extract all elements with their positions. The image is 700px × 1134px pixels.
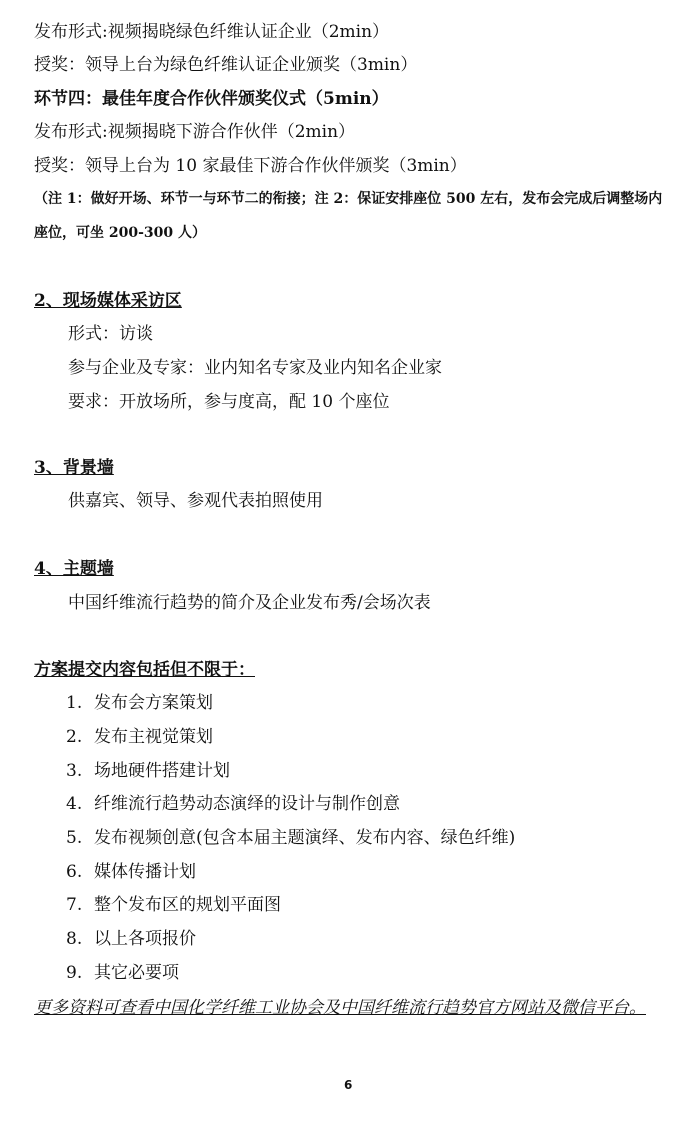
list-number: 9.: [66, 963, 83, 983]
list-text: 媒体传播计划: [94, 862, 196, 882]
media-item-requirements: 要求：开放场所，参与度高，配 10 个座位: [68, 392, 390, 412]
list-text: 整个发布区的规划平面图: [94, 895, 281, 915]
list-item: [66, 760, 230, 782]
page-number: 6: [344, 1078, 353, 1092]
text-line-release-form-green: 发布形式:视频揭晓绿色纤维认证企业（2min）: [34, 22, 390, 42]
list-number: 4.: [66, 794, 83, 814]
media-item-participants: 参与企业及专家：业内知名专家及业内知名企业家: [68, 358, 442, 378]
list-text: 发布视频创意(包含本届主题演绎、发布内容、绿色纤维): [94, 828, 516, 848]
heading-theme-wall: 4、主题墙: [34, 559, 114, 579]
list-number: 1.: [66, 693, 83, 713]
list-item: [66, 726, 213, 748]
heading-submission: 方案提交内容包括但不限于：: [34, 660, 255, 680]
list-item: [66, 793, 400, 815]
text-line-release-form-partners: 发布形式:视频揭晓下游合作伙伴（2min）: [34, 122, 356, 142]
text-line-award-partners: 授奖：领导上台为 10 家最佳下游合作伙伴颁奖（3min）: [34, 156, 467, 176]
list-number: 5.: [66, 828, 83, 848]
list-number: 2.: [66, 727, 83, 747]
notes-paragraph: （注 1：做好开场、环节一与环节二的衔接；注 2：保证安排座位 500 左右，发布会完成后调整场内座位，可坐 200-300 人）: [34, 191, 663, 241]
theme-wall-item: 中国纤维流行趋势的简介及企业发布秀/会场次表: [68, 593, 431, 613]
list-number: 8.: [66, 929, 83, 949]
backdrop-item: 供嘉宾、领导、参观代表拍照使用: [68, 491, 323, 511]
list-item: [66, 861, 196, 883]
heading-backdrop: 3、背景墙: [34, 458, 114, 478]
list-text: 其它必要项: [94, 963, 179, 983]
text-line-segment-four: 环节四：最佳年度合作伙伴颁奖仪式（5min）: [34, 89, 389, 109]
media-item-format: 形式：访谈: [68, 324, 153, 344]
heading-media-area: 2、现场媒体采访区: [34, 291, 182, 311]
list-item: [66, 928, 196, 950]
list-number: 7.: [66, 895, 83, 915]
more-info-paragraph: 更多资料可查看中国化学纤维工业协会及中国纤维流行趋势官方网站及微信平台。: [34, 998, 646, 1018]
list-item: [66, 692, 213, 714]
list-text: 纤维流行趋势动态演绎的设计与制作创意: [94, 794, 400, 814]
list-item: [66, 894, 281, 916]
list-text: 发布主视觉策划: [94, 727, 213, 747]
list-number: 3.: [66, 761, 83, 781]
list-text: 以上各项报价: [94, 929, 196, 949]
list-item: [66, 962, 179, 984]
text-line-award-green: 授奖：领导上台为绿色纤维认证企业颁奖（3min）: [34, 55, 418, 75]
list-text: 场地硬件搭建计划: [94, 761, 230, 781]
list-item: [66, 827, 515, 849]
list-text: 发布会方案策划: [94, 693, 213, 713]
list-number: 6.: [66, 862, 83, 882]
